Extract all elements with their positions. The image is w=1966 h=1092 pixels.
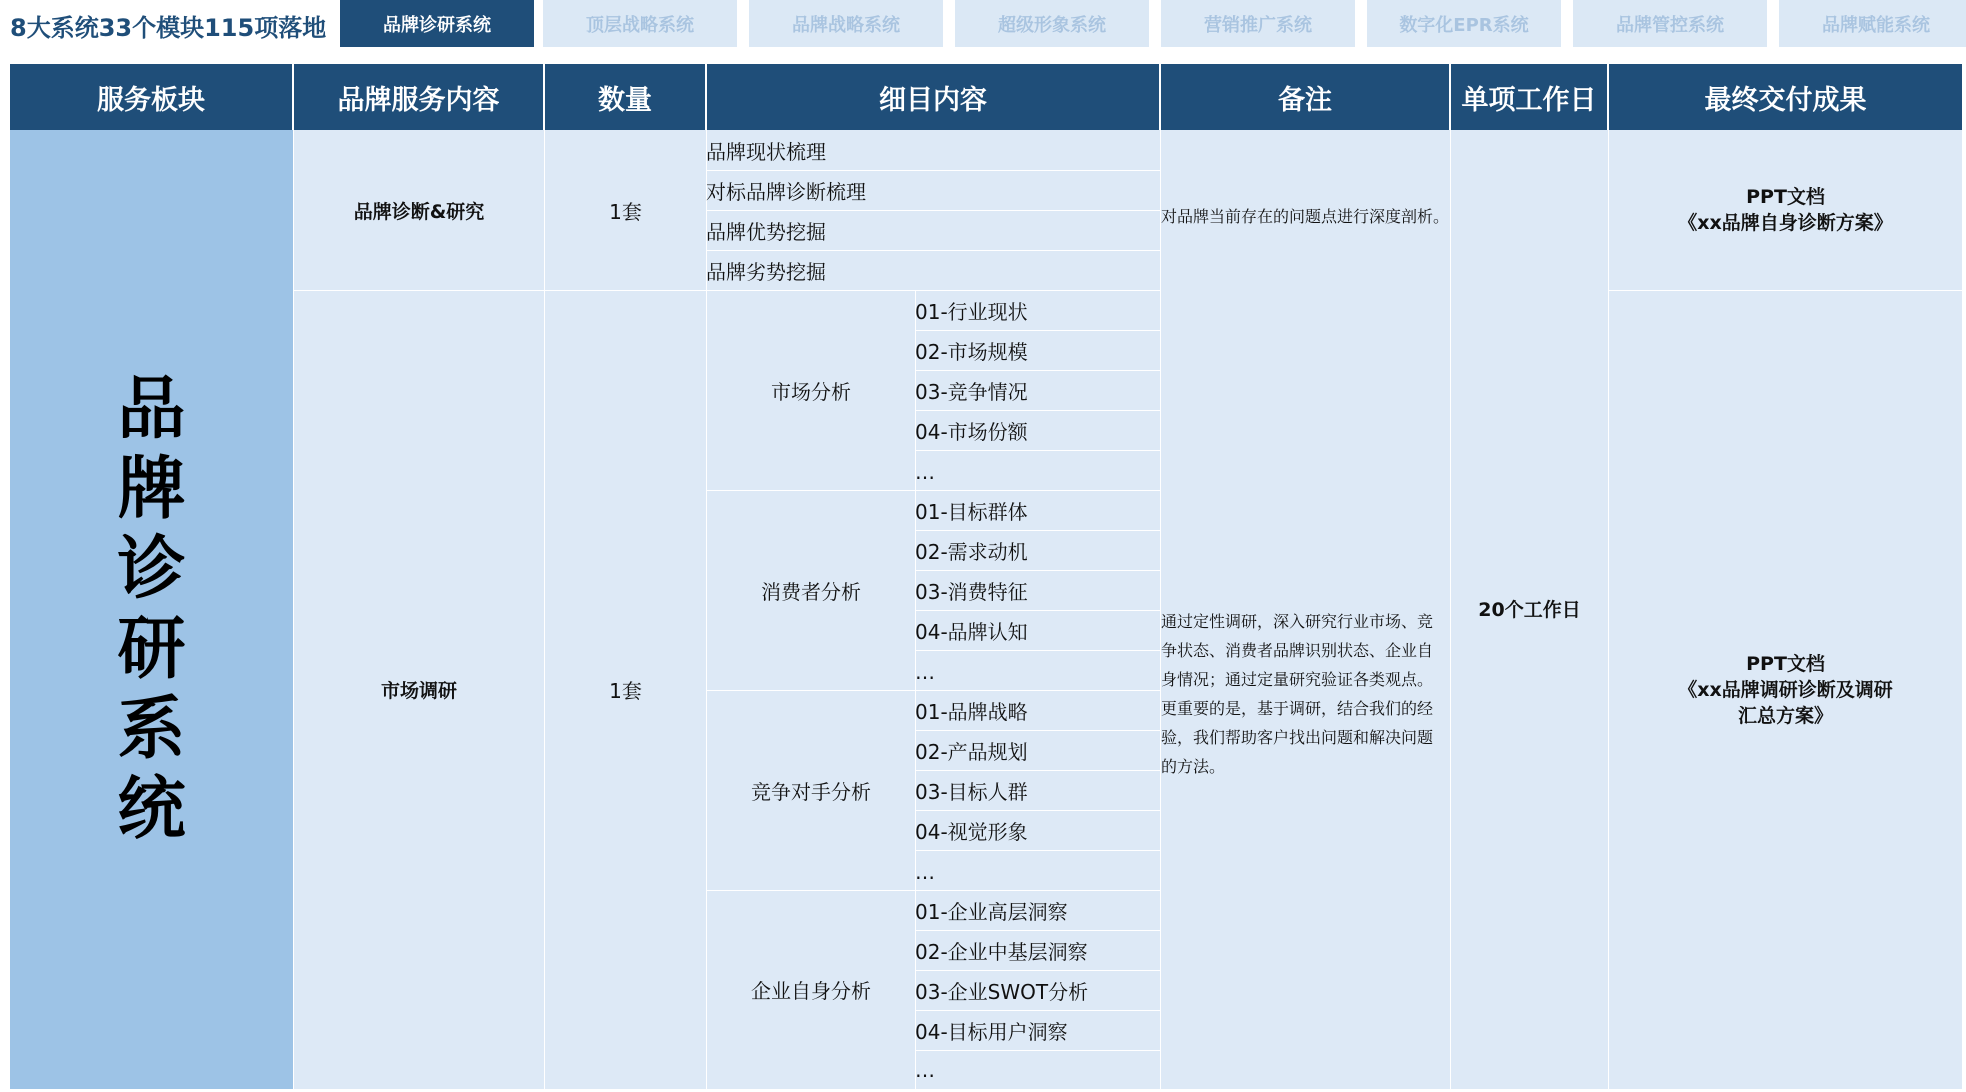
group-market-analysis: 市场分析 [771, 379, 851, 404]
tab-brand-control[interactable]: 品牌管控系统 [1573, 0, 1767, 47]
tab-marketing[interactable]: 营销推广系统 [1161, 0, 1355, 47]
row1-service-content: 品牌诊断&研究 [353, 200, 485, 223]
grid-line [915, 570, 1160, 571]
tab-brand-empower[interactable]: 品牌赋能系统 [1779, 0, 1966, 47]
tab-top-strategy[interactable]: 顶层战略系统 [543, 0, 737, 47]
group-competitor-analysis: 竞争对手分析 [751, 779, 871, 804]
detail-item: … [915, 660, 935, 684]
tab-brand-strategy[interactable]: 品牌战略系统 [749, 0, 943, 47]
grid-line [915, 970, 1160, 971]
row2-note: 通过定性调研，深入研究行业市场、竞争状态、消费者品牌识别状态、企业自身情况；通过定量研究验证各类观点。更重要的是，基于调研，结合我们的经验，我们帮助客户找出问题和解决问题的方法。 [1161, 612, 1434, 776]
header-deliverable: 最终交付成果 [1609, 64, 1962, 130]
detail-item: 02-企业中基层洞察 [915, 940, 1088, 964]
row1-item: 对标品牌诊断梳理 [706, 180, 866, 204]
row2-deliverable: PPT文档 《xx品牌调研诊断及调研 汇总方案》 [1678, 652, 1893, 727]
row1-quantity: 1套 [609, 199, 642, 224]
detail-item: 02-市场规模 [915, 340, 1028, 364]
detail-item: … [915, 860, 935, 884]
detail-item: 04-视觉形象 [915, 820, 1028, 844]
row2-service-content: 市场调研 [380, 680, 457, 702]
grid-line [706, 250, 1160, 251]
grid-line [915, 530, 1160, 531]
detail-item: 03-目标人群 [915, 780, 1028, 804]
header-workdays: 单项工作日 [1451, 64, 1607, 130]
grid-line [915, 730, 1160, 731]
detail-item: 02-产品规划 [915, 740, 1028, 764]
group-self-analysis: 企业自身分析 [751, 979, 871, 1003]
row2-quantity: 1套 [609, 679, 642, 703]
detail-item: 01-企业高层洞察 [915, 900, 1068, 924]
row1-item: 品牌现状梳理 [706, 140, 826, 164]
grid-line [915, 370, 1160, 371]
detail-item: 01-品牌战略 [915, 700, 1028, 724]
grid-line [915, 930, 1160, 931]
grid-line [915, 770, 1160, 771]
grid-line [915, 850, 1160, 851]
header-details: 细目内容 [707, 64, 1159, 130]
grid-line [915, 810, 1160, 811]
row1-deliverable: PPT文档 《xx品牌自身诊断方案》 [1678, 186, 1893, 234]
detail-item: 04-品牌认知 [915, 620, 1028, 644]
detail-item: 02-需求动机 [915, 540, 1028, 564]
detail-item: 04-目标用户洞察 [915, 1020, 1068, 1044]
grid-line [915, 330, 1160, 331]
detail-item: 03-消费特征 [915, 580, 1028, 604]
header-service-content: 品牌服务内容 [294, 64, 543, 130]
tab-digital-epr[interactable]: 数字化EPR系统 [1367, 0, 1561, 47]
grid-line [915, 610, 1160, 611]
row1-item: 品牌优势挖掘 [706, 220, 826, 244]
detail-item: 03-企业SWOT分析 [915, 980, 1089, 1004]
header-quantity: 数量 [545, 64, 705, 130]
detail-item: 01-行业现状 [915, 300, 1028, 324]
group-consumer-analysis: 消费者分析 [761, 579, 861, 604]
grid-line [915, 650, 1160, 651]
header-notes: 备注 [1161, 64, 1449, 130]
detail-item: 01-目标群体 [915, 500, 1028, 524]
grid-line [915, 410, 1160, 411]
tab-super-image[interactable]: 超级形象系统 [955, 0, 1149, 47]
grid-line [915, 1010, 1160, 1011]
detail-item: 03-竞争情况 [915, 380, 1028, 404]
grid-line [915, 450, 1160, 451]
grid-line [706, 210, 1160, 211]
detail-item: … [915, 460, 935, 484]
tab-brand-diagnosis[interactable]: 品牌诊研系统 [340, 0, 534, 47]
detail-item: 04-市场份额 [915, 420, 1028, 444]
workdays-value: 20个工作日 [1478, 599, 1581, 621]
header-sector: 服务板块 [10, 64, 292, 130]
row1-note: 对品牌当前存在的问题点进行深度剖析。 [1161, 207, 1450, 226]
detail-item: … [915, 1058, 935, 1082]
row1-item: 品牌劣势挖掘 [706, 260, 826, 284]
sector-label: 品 牌 诊 研 系 统 [117, 370, 186, 849]
grid-line [706, 170, 1160, 171]
grid-line [915, 1050, 1160, 1051]
page-title: 8大系统33个模块115项落地 [10, 14, 327, 42]
